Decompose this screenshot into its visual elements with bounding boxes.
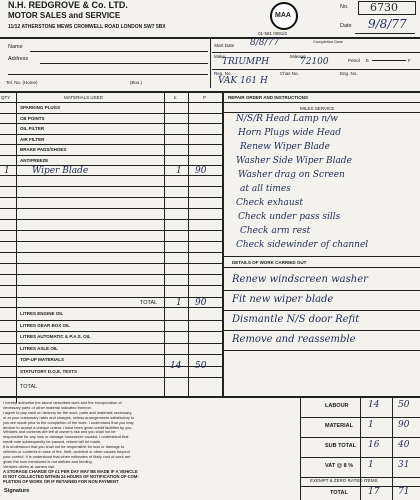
petrol-gauge bbox=[372, 60, 406, 61]
oils-total-label: TOTAL bbox=[20, 384, 38, 390]
signature-label: Signature bbox=[4, 488, 30, 494]
final-total-pounds: 17 bbox=[368, 487, 380, 497]
rule bbox=[0, 134, 223, 135]
repair-line: Renew Wiper Blade bbox=[240, 142, 330, 152]
terms-line: necessary parts or other material indicated thereon. bbox=[3, 404, 92, 410]
chas-label: Chas No. bbox=[280, 71, 299, 76]
tel-bus-label: (Bus.) bbox=[130, 80, 143, 85]
totals-row-label: MATERIAL bbox=[325, 423, 354, 429]
rule bbox=[0, 219, 223, 220]
totals-row-label: VAT @ 8 % bbox=[325, 463, 354, 469]
rule bbox=[300, 437, 420, 438]
rule bbox=[0, 343, 223, 344]
wiper-item: Wiper Blade bbox=[32, 166, 89, 176]
parts-row-label: BRAKE PADS/SHOES bbox=[20, 147, 67, 152]
eng-label: Eng. No. bbox=[340, 71, 358, 76]
totals-row-pounds: 14 bbox=[368, 400, 380, 410]
terms-line: or at your customary rates and charges, unless arrangements satisfactory to bbox=[3, 414, 135, 420]
totals-row-pence: 31 bbox=[398, 460, 410, 470]
repair-line: at all times bbox=[240, 184, 291, 194]
storage-line: PLETION OF WORK OR IF RETAINED FOR NON PAYMENT bbox=[3, 479, 119, 485]
name-label: Name bbox=[8, 44, 23, 50]
details-header: DETAILS OF WORK CARRIED OUT bbox=[232, 260, 307, 265]
miles-service: MILES SERVICE bbox=[300, 106, 335, 111]
final-total-label: TOTAL bbox=[330, 490, 348, 496]
repair-line: N/S/R Head Lamp n/w bbox=[236, 114, 338, 124]
col-materials: MATERIALS USED bbox=[64, 95, 103, 100]
storage-line: A STORAGE CHARGE OF £1 PER DAY MAY BE MADE IF A VEHICLE bbox=[3, 469, 138, 474]
parts-total-pence: 90 bbox=[195, 298, 207, 308]
mileage-value: 72100 bbox=[300, 57, 329, 67]
parts-total-label: TOTAL bbox=[140, 300, 158, 306]
start-date-value: 8/8/77 bbox=[250, 38, 279, 48]
oil-row-label: LITRES ENGINE OIL bbox=[20, 311, 64, 316]
terms-line: I hereby authorise the above described work and the incorporation of bbox=[3, 400, 122, 405]
detail-line: Dismantle N/S door Refit bbox=[232, 314, 360, 325]
terms-line: I agree to pay cash on delivery for the work, parts and materials necessary, bbox=[3, 409, 133, 415]
make-label: Make bbox=[214, 54, 226, 59]
totals-row-pounds: 1 bbox=[368, 420, 374, 430]
form-no-value: 6730 bbox=[370, 1, 398, 14]
rule bbox=[300, 417, 420, 418]
wiper-qty: 1 bbox=[4, 166, 10, 176]
parts-total-pounds: 1 bbox=[176, 298, 182, 308]
company-phone: 01-581 0091/2 bbox=[258, 31, 288, 36]
make-value: TRIUMPH bbox=[222, 57, 270, 67]
rule bbox=[0, 320, 223, 321]
rule bbox=[223, 310, 420, 311]
terms-line: your control. It is understood that when estimates of likely cost of work are bbox=[3, 453, 131, 459]
oil-row-label: LITRES AXLE OIL bbox=[20, 345, 58, 351]
oil-row-label: LITRES GEAR BOX OIL bbox=[20, 322, 71, 328]
rule bbox=[223, 290, 420, 291]
rule bbox=[0, 230, 223, 231]
repair-line: Check exhaust bbox=[236, 198, 303, 208]
parts-row-label: ANTIFREEZE bbox=[20, 157, 49, 163]
detail-line: Renew windscreen washer bbox=[232, 274, 368, 285]
mileage-label: Mileage bbox=[290, 54, 306, 59]
oil-row-label: STATUTORY D.O.E. TESTS bbox=[20, 368, 78, 374]
company-tagline: MOTOR SALES and SERVICE bbox=[8, 11, 121, 20]
date-value: 9/8/77 bbox=[368, 17, 407, 31]
form-no-label: No. bbox=[340, 4, 349, 10]
rule bbox=[0, 354, 223, 355]
company-name: N.H. REDGROVE & Co. LTD. bbox=[8, 0, 128, 10]
doe-pence: 50 bbox=[195, 361, 207, 371]
reg-label: Reg. No. bbox=[214, 71, 232, 76]
rule bbox=[300, 457, 420, 458]
oil-row-label: LITRES AUTOMATIC & P.A.S. OIL bbox=[20, 334, 91, 339]
parts-row-label: SPARKING PLUGS bbox=[20, 105, 61, 110]
rule bbox=[0, 144, 223, 145]
terms-line: decline to accept a cheque unless I have been given credit facilities by you. bbox=[3, 424, 133, 430]
parts-row-label: AIR FILTER bbox=[20, 136, 45, 142]
rule bbox=[0, 274, 223, 275]
totals-row-pounds: 16 bbox=[368, 440, 380, 450]
rule bbox=[0, 241, 223, 242]
rule bbox=[0, 263, 223, 264]
company-address: 11/12 ATHERSTONE MEWS CROMWELL ROAD LONDON SW7 5BX bbox=[8, 24, 166, 30]
repair-line: Horn Plugs wide Head bbox=[238, 128, 342, 138]
petrol-e: E bbox=[366, 58, 370, 63]
address-label: Address bbox=[8, 56, 29, 62]
repair-line: Check sidewinder of channel bbox=[236, 240, 369, 250]
col-pence: P bbox=[203, 95, 207, 100]
wiper-pence: 90 bbox=[195, 166, 207, 176]
rule bbox=[0, 285, 223, 286]
rule bbox=[0, 186, 223, 187]
terms-line: Vehicles and contents are left at owner's risk and you shall not be bbox=[3, 429, 116, 435]
wiper-pounds: 1 bbox=[176, 166, 182, 176]
maa-badge-label: MAA bbox=[275, 12, 291, 19]
petrol-f: F bbox=[408, 58, 411, 63]
col-qty: QTY bbox=[1, 95, 11, 100]
detail-line: Remove and reassemble bbox=[232, 334, 356, 345]
rule bbox=[223, 350, 420, 351]
rule bbox=[0, 113, 223, 114]
doe-pounds: 14 bbox=[170, 361, 182, 371]
terms-line: It is understood that you shall not be responsible for loss or damage to bbox=[3, 444, 125, 450]
totals-row-pence: 90 bbox=[398, 420, 410, 430]
parts-row-label: CB POINTS bbox=[20, 115, 45, 121]
terms-line: given the sum mentioned is not definite and binding. bbox=[3, 458, 93, 464]
col-pounds: £ bbox=[174, 95, 177, 100]
completion-label: Completion Date bbox=[313, 39, 343, 44]
final-total-pence: 71 bbox=[398, 487, 410, 497]
parts-row-label: OIL FILTER bbox=[20, 126, 45, 131]
totals-row-label: SUB TOTAL bbox=[325, 443, 356, 449]
repair-header: REPAIR ORDER AND INSTRUCTIONS bbox=[228, 95, 309, 100]
rule bbox=[0, 197, 223, 198]
rule bbox=[223, 330, 420, 331]
rule bbox=[0, 331, 223, 332]
rule bbox=[0, 366, 223, 367]
totals-row-label: LABOUR bbox=[325, 403, 349, 409]
rule bbox=[0, 208, 223, 209]
repair-line: Washer Side Wiper Blade bbox=[236, 156, 352, 166]
totals-row-pounds: 1 bbox=[368, 460, 374, 470]
rule bbox=[0, 252, 223, 253]
reg-value: VAK 161 H bbox=[218, 76, 268, 86]
repair-line: Check arm rest bbox=[240, 226, 311, 236]
terms-line: Vehicles driven at owners risk. bbox=[3, 463, 56, 469]
maa-badge bbox=[270, 2, 298, 30]
tel-home-label: Tel. No. (Home) bbox=[6, 80, 38, 85]
repair-line: Check under pass sills bbox=[238, 212, 341, 222]
repair-line: Washer drag on Screen bbox=[238, 170, 345, 180]
start-date-label: Start Date bbox=[214, 43, 235, 48]
terms-line: credit note subsequently be passed, refund will be made. bbox=[3, 439, 102, 445]
rule bbox=[0, 123, 223, 124]
totals-row-pence: 40 bbox=[398, 440, 410, 450]
detail-line: Fit new wiper blade bbox=[232, 294, 334, 305]
oil-row-label: TOP-UP MATERIALS bbox=[20, 357, 65, 362]
storage-line: IS NOT COLLECTED WITHIN 24 HOURS OF NOTIFICATION OF COM- bbox=[3, 474, 139, 480]
terms-line: responsible for any loss or damage howsoever caused. I understand that bbox=[3, 434, 129, 440]
date-label: Date bbox=[340, 23, 352, 29]
totals-row-pence: 50 bbox=[398, 400, 410, 410]
rule bbox=[0, 155, 223, 156]
exempt-label: EXEMPT & ZERO RATED ITEMS bbox=[310, 478, 378, 483]
terms-line: vehicles or contents in case of fire, theft, accident or other causes beyond bbox=[3, 449, 130, 454]
terms-line: you are made prior to the completion of the work. I understand that you may bbox=[3, 419, 134, 425]
petrol-label: Petrol bbox=[348, 58, 360, 63]
